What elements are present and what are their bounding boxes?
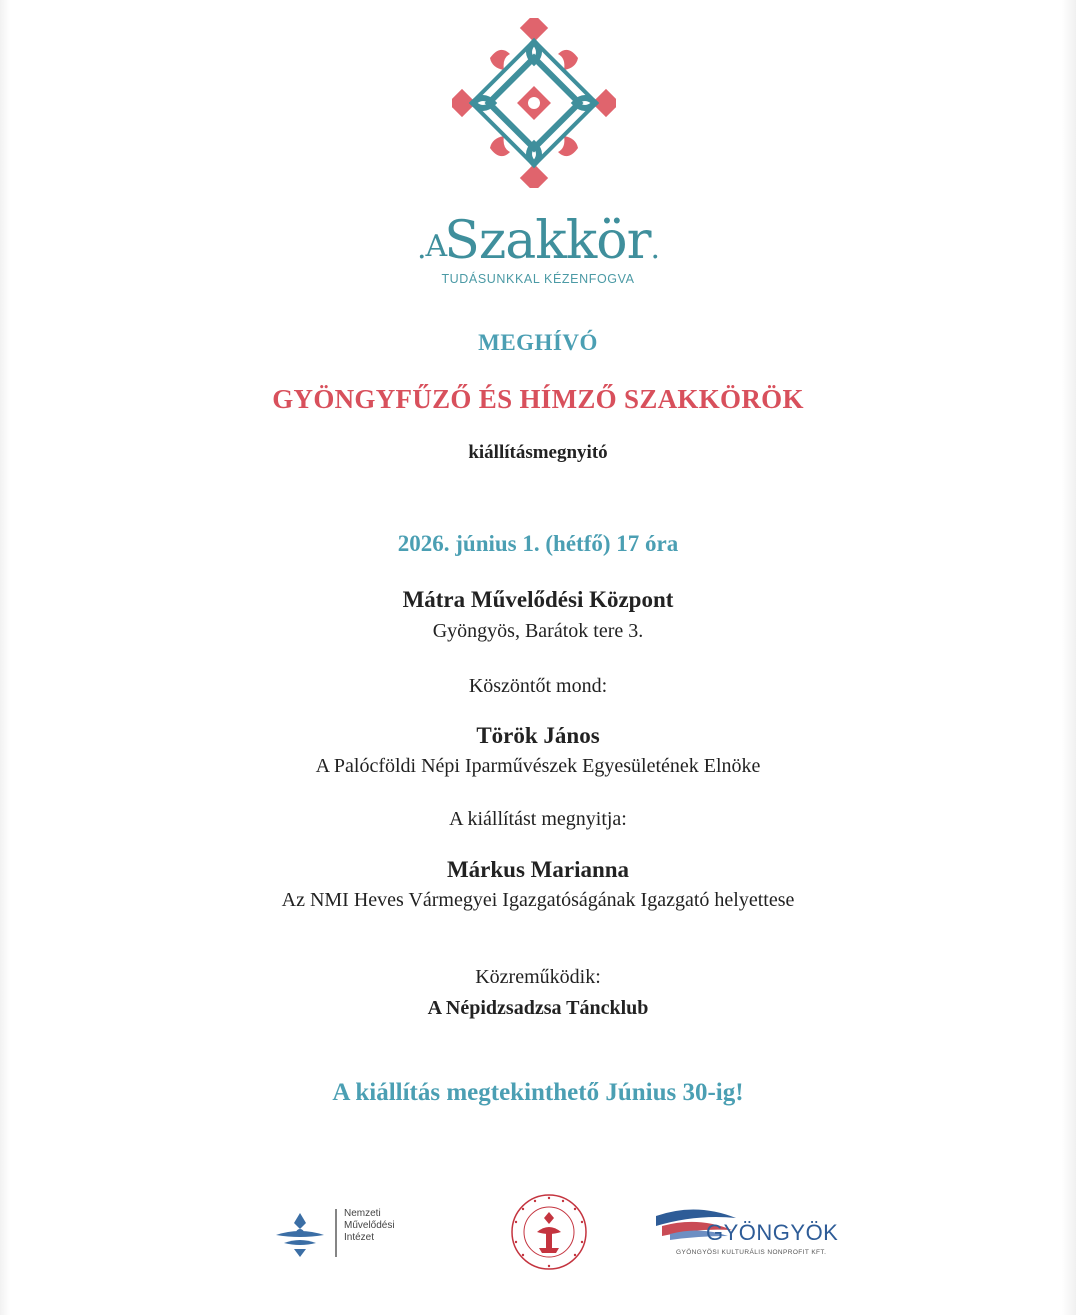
opening-speaker-role: Az NMI Heves Vármegyei Igazgatóságának Igazgató helyettese [281, 889, 795, 911]
brand-tagline: TUDÁSUNKKAL KÉZENFOGVA [441, 272, 635, 286]
contributor-name: A Népidzsadzsa Táncklub [427, 997, 649, 1019]
greeting-speaker-role: A Palócföldi Népi Iparművészek Egyesületének Elnöke [315, 755, 761, 777]
closing-note: A kiállítás megtekinthető Június 30-ig! [332, 1079, 744, 1106]
opening-speaker-name: Márkus Marianna [446, 857, 630, 882]
event-date: 2026. június 1. (hétfő) 17 óra [397, 531, 679, 556]
event-type: kiállításmegnyitó [468, 442, 608, 463]
opening-label: A kiállítást megnyitja: [449, 808, 627, 830]
contributor-label: Közreműködik: [475, 966, 601, 988]
gyongyok-name: GYÖNGYÖK [706, 1220, 839, 1245]
event-subtitle: GYÖNGYFŰZŐ ÉS HÍMZŐ SZAKKÖRÖK [272, 384, 804, 414]
venue-name: Mátra Művelődési Központ [402, 587, 674, 612]
nmi-logo-line: Intézet [344, 1232, 375, 1243]
palocfold-seal-icon [509, 1192, 589, 1272]
folk-ornament-icon [452, 18, 616, 188]
nmi-logo-line: Művelődési [344, 1220, 395, 1231]
venue-address: Gyöngyös, Barátok tere 3. [432, 620, 644, 642]
greeting-speaker-name: Török János [476, 723, 600, 748]
greeting-label: Köszöntőt mond: [468, 675, 608, 697]
brand-logo: .ASzakkör. [417, 211, 659, 271]
nmi-logo-line: Nemzeti [344, 1208, 381, 1219]
nmi-logo-text [344, 1208, 414, 1244]
invitation-heading: MEGHÍVÓ [478, 330, 598, 355]
gyongyok-subtitle: GYÖNGYÖSI KULTURÁLIS NONPROFIT KFT. [676, 1249, 827, 1256]
